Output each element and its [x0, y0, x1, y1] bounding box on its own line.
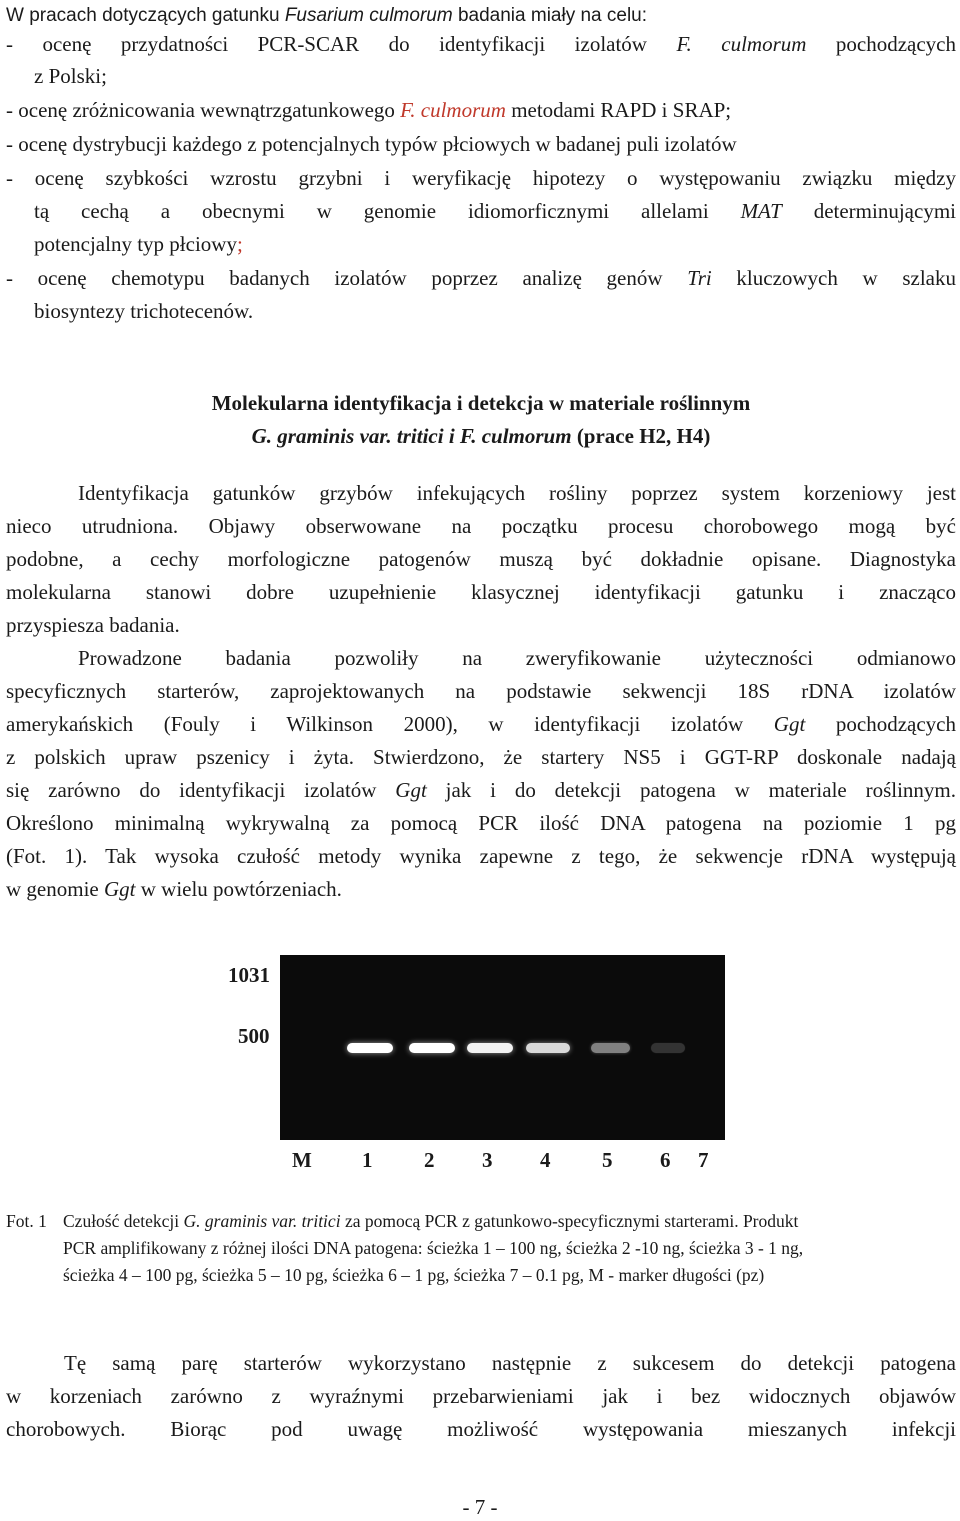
gel-band-lane-6	[651, 1043, 686, 1053]
figure-caption-line-3: ścieżka 4 – 100 pg, ścieżka 5 – 10 pg, ścieżka 6 – 1 pg, ścieżka 7 – 0.1 pg, M - marker długości (pz)	[63, 1265, 765, 1285]
bullet-4-line-1: - ocenę szybkości wzrostu grzybni i weryfikację hipotezy o występowaniu związku między	[6, 166, 956, 190]
marker-500-label: 500	[238, 1024, 270, 1048]
para2-line-7: (Fot. 1). Tak wysoka czułość metody wynika zapewne z tego, że sekwencje rDNA występują	[6, 844, 956, 868]
gel-band-lane-3	[467, 1043, 512, 1053]
para3-line-2: w korzeniach zarówno z wyraźnymi przebarwieniami jak i bez widocznych objawów	[6, 1384, 956, 1408]
para1-line-4: molekularna stanowi dobre uzupełnienie klasycznej identyfikacji gatunku i znacząco	[6, 580, 956, 604]
intro-line: W pracach dotyczących gatunku Fusarium culmorum badania miały na celu:	[6, 5, 648, 26]
gel-band-lane-1	[347, 1043, 393, 1053]
para2-line-3: amerykańskich (Fouly i Wilkinson 2000), w identyfikacji izolatów Ggt pochodzących	[6, 712, 956, 736]
lane-label-2: 2	[424, 1148, 435, 1172]
section-heading-line-1: Molekularna identyfikacja i detekcja w materiale roślinnym	[211, 391, 751, 415]
figure-caption-line-1: Czułość detekcji G. graminis var. tritici za pomocą PCR z gatunkowo-specyficznymi starterami. Produkt	[63, 1211, 799, 1231]
marker-1031-label: 1031	[228, 963, 270, 987]
lane-label-5: 5	[602, 1148, 613, 1172]
page-number: - 7 -	[462, 1495, 498, 1519]
para3-line-3: chorobowych. Biorąc pod uwagę możliwość występowania mieszanych infekcji	[6, 1417, 956, 1441]
lane-label-7: 7	[698, 1148, 709, 1172]
para2-line-6: Określono minimalną wykrywalną za pomocą PCR ilość DNA patogena na poziomie 1 pg	[6, 811, 956, 835]
lane-label-M: M	[292, 1148, 312, 1172]
bullet-4-line-2: tą cechą a obecnymi w genomie idiomorficznymi allelami MAT determinującymi	[34, 199, 956, 223]
gel-band-lane-4	[526, 1043, 570, 1053]
bullet-1-line-1: - ocenę przydatności PCR-SCAR do identyfikacji izolatów F. culmorum pochodzących	[6, 32, 956, 56]
lane-label-4: 4	[540, 1148, 551, 1172]
bullet-2: - ocenę zróżnicowania wewnątrzgatunkowego F. culmorum metodami RAPD i SRAP;	[6, 98, 732, 122]
bullet-3: - ocenę dystrybucji każdego z potencjalnych typów płciowych w badanej puli izolatów	[6, 132, 737, 156]
lane-label-6: 6	[660, 1148, 671, 1172]
bullet-5-line-1: - ocenę chemotypu badanych izolatów poprzez analizę genów Tri kluczowych w szlaku	[6, 266, 957, 290]
para2-line-2: specyficznych starterów, zaprojektowanych na podstawie sekwencji 18S rDNA izolatów	[6, 679, 956, 703]
para2-line-8: w genomie Ggt w wielu powtórzeniach.	[6, 877, 342, 901]
gel-band-lane-2	[409, 1043, 455, 1053]
bullet-5-line-2: biosyntezy trichotecenów.	[34, 299, 254, 323]
para2-line-4: z polskich upraw pszenicy i żyta. Stwierdzono, że startery NS5 i GGT-RP doskonale nadają	[6, 745, 956, 769]
para1-line-1: Identyfikacja gatunków grzybów infekujących rośliny poprzez system korzeniowy jest	[78, 481, 956, 505]
para1-line-2: nieco utrudniona. Objawy obserwowane na początku procesu chorobowego mogą być	[6, 514, 956, 538]
para2-line-5: się zarówno do identyfikacji izolatów Ggt jak i do detekcji patogena w materiale roślinnym.	[6, 778, 956, 802]
para1-line-5: przyspiesza badania.	[6, 613, 180, 637]
para1-line-3: podobne, a cechy morfologiczne patogenów muszą być dokładnie opisane. Diagnostyka	[6, 547, 956, 571]
bullet-1-line-2: z Polski;	[34, 64, 107, 88]
para2-line-1: Prowadzone badania pozwoliły na zweryfikowanie użyteczności odmianowo	[78, 646, 956, 670]
lane-label-1: 1	[362, 1148, 373, 1172]
figure-caption-line-2: PCR amplifikowany z różnej ilości DNA patogena: ścieżka 1 – 100 ng, ścieżka 2 -10 ng, ścieżka 3 - 1 ng,	[63, 1238, 804, 1258]
section-heading-line-2: G. graminis var. tritici i F. culmorum (prace H2, H4)	[251, 424, 711, 448]
gel-band-lane-5	[591, 1043, 630, 1053]
gel-electrophoresis-image	[280, 955, 725, 1140]
lane-label-3: 3	[482, 1148, 493, 1172]
para3-line-1: Tę samą parę starterów wykorzystano następnie z sukcesem do detekcji patogena	[64, 1351, 956, 1375]
bullet-4-line-3: potencjalny typ płciowy;	[34, 232, 243, 256]
figure-caption-label: Fot. 1	[6, 1211, 47, 1231]
